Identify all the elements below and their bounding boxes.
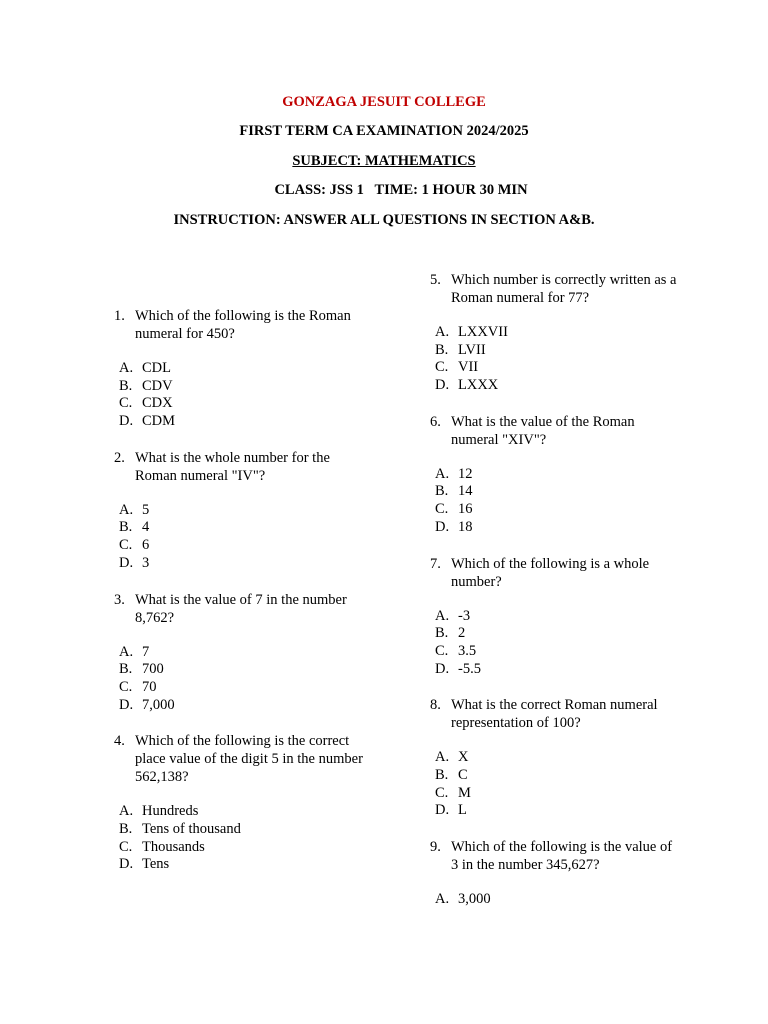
option-letter: D. — [435, 377, 450, 394]
option-letter: B. — [119, 377, 133, 394]
option-letter: D. — [119, 413, 134, 430]
option-text: L — [458, 802, 467, 819]
question-text — [114, 732, 374, 786]
option — [435, 342, 682, 360]
option — [435, 501, 682, 519]
question-1 — [114, 307, 374, 431]
option-text: 14 — [458, 483, 473, 500]
option — [435, 466, 682, 484]
question-stem: Which of the following is the value of 3 in the number 345,627? — [451, 839, 673, 873]
question-text — [430, 555, 682, 591]
option-letter: D. — [435, 660, 450, 677]
option-letter: B. — [119, 519, 133, 536]
question-text — [114, 449, 374, 485]
option-letter: A. — [119, 643, 134, 660]
option-letter: A. — [119, 803, 134, 820]
option-text: 4 — [142, 519, 150, 536]
question-number: 3. — [114, 591, 125, 608]
question-6 — [430, 413, 682, 537]
subject-line — [0, 153, 768, 170]
question-8 — [430, 696, 682, 820]
option — [119, 661, 374, 679]
question-number: 2. — [114, 449, 125, 466]
options-list — [435, 466, 682, 537]
option — [119, 803, 374, 821]
option-letter: B. — [435, 341, 449, 358]
question-number: 5. — [430, 272, 441, 288]
question-stem: Which of the following is the Roman numeral for 450? — [135, 308, 351, 342]
options-list — [119, 360, 374, 431]
question-text — [114, 307, 374, 343]
option — [119, 413, 374, 431]
option-letter: B. — [119, 661, 133, 678]
option — [119, 644, 374, 662]
option — [435, 785, 682, 803]
question-column-left — [114, 307, 374, 892]
option — [119, 519, 374, 537]
option — [435, 483, 682, 501]
option — [435, 749, 682, 767]
option-text: -5.5 — [458, 660, 481, 677]
option — [119, 679, 374, 697]
option-letter: B. — [435, 483, 449, 500]
question-number: 4. — [114, 733, 125, 750]
option-text: C — [458, 766, 468, 783]
option — [435, 359, 682, 377]
instruction-line: INSTRUCTION: ANSWER ALL QUESTIONS IN SECTION A&B. — [173, 212, 595, 228]
question-7 — [430, 555, 682, 679]
option-letter: A. — [435, 749, 450, 766]
exam-title: FIRST TERM CA EXAMINATION 2024/2025 — [239, 123, 529, 139]
question-stem: Which of the following is the correct place value of the digit 5 in the number 562,138? — [135, 733, 363, 786]
option-letter: D. — [119, 856, 134, 873]
options-list — [435, 608, 682, 679]
option-letter: C. — [119, 678, 133, 695]
option-text: Thousands — [142, 838, 205, 855]
option-text: 5 — [142, 501, 150, 518]
option-letter: B. — [435, 625, 449, 642]
question-number: 1. — [114, 308, 125, 324]
school-title: GONZAGA JESUIT COLLEGE — [282, 94, 486, 110]
option-text: 3 — [142, 554, 150, 571]
option-text: CDM — [142, 413, 176, 430]
option-letter: D. — [435, 518, 450, 535]
option — [435, 608, 682, 626]
question-text — [114, 591, 374, 627]
option-text: 16 — [458, 501, 473, 518]
options-list — [435, 891, 682, 909]
question-5 — [430, 271, 682, 395]
option — [435, 324, 682, 342]
option — [435, 767, 682, 785]
question-3 — [114, 591, 374, 715]
option-letter: B. — [119, 820, 133, 837]
option-text: CDL — [142, 360, 171, 376]
option-letter: C. — [435, 359, 449, 376]
options-list — [435, 324, 682, 395]
option-text: 700 — [142, 661, 164, 678]
option — [119, 537, 374, 555]
question-stem: What is the value of 7 in the number 8,762? — [135, 591, 347, 626]
option — [435, 891, 682, 909]
option-letter: D. — [119, 554, 134, 571]
option-text: M — [458, 784, 471, 801]
question-number: 8. — [430, 697, 441, 714]
option — [435, 661, 682, 679]
option-letter: C. — [119, 395, 133, 412]
option-text: 70 — [142, 678, 157, 695]
option-text: 3.5 — [458, 642, 477, 659]
option-letter: D. — [119, 696, 134, 713]
option-text: 7 — [142, 643, 150, 660]
option-text: X — [458, 749, 469, 766]
option-letter: A. — [435, 465, 450, 482]
question-text — [430, 271, 682, 307]
question-stem: Which of the following is a whole number? — [451, 555, 650, 590]
option — [435, 377, 682, 395]
option — [435, 519, 682, 537]
option-letter: B. — [435, 766, 449, 783]
option-text: CDV — [142, 377, 173, 394]
option-letter: C. — [119, 838, 133, 855]
question-text — [430, 413, 682, 449]
option-text: LXXX — [458, 377, 499, 394]
option — [119, 360, 374, 378]
option-text: CDX — [142, 395, 173, 412]
option-letter: A. — [119, 360, 134, 376]
option — [119, 821, 374, 839]
question-9 — [430, 838, 682, 909]
option-text: 2 — [458, 625, 466, 642]
option-letter: C. — [119, 537, 133, 554]
option-letter: D. — [435, 802, 450, 819]
option — [119, 697, 374, 715]
class-time-line: CLASS: JSS 1 TIME: 1 HOUR 30 MIN — [274, 182, 528, 198]
option — [435, 802, 682, 820]
option-text: LVII — [458, 341, 486, 358]
option-text: Tens — [142, 856, 170, 873]
question-text — [430, 696, 682, 732]
question-stem: Which number is correctly written as a Roman numeral for 77? — [451, 272, 677, 306]
question-2 — [114, 449, 374, 573]
option-letter: C. — [435, 784, 449, 801]
option-letter: A. — [119, 501, 134, 518]
option — [119, 378, 374, 396]
option-text: -3 — [458, 607, 471, 624]
options-list — [435, 749, 682, 820]
option — [119, 856, 374, 874]
option-text: Hundreds — [142, 803, 199, 820]
option-text: 6 — [142, 537, 150, 554]
options-list — [119, 803, 374, 874]
option — [435, 625, 682, 643]
question-stem: What is the correct Roman numeral representation of 100? — [451, 697, 658, 732]
option-text: LXXVII — [458, 324, 508, 340]
option — [119, 502, 374, 520]
option-letter: A. — [435, 891, 450, 907]
question-4 — [114, 732, 374, 874]
question-text — [430, 838, 682, 874]
question-number: 6. — [430, 413, 441, 430]
option-text: 12 — [458, 465, 473, 482]
option-text: Tens of thousand — [142, 820, 241, 837]
option-text: 18 — [458, 518, 473, 535]
question-number: 7. — [430, 555, 441, 572]
option — [119, 839, 374, 857]
option — [435, 643, 682, 661]
option-letter: A. — [435, 607, 450, 624]
options-list — [119, 502, 374, 573]
option — [119, 555, 374, 573]
subject-text: SUBJECT: MATHEMATICS — [292, 153, 476, 169]
question-number: 9. — [430, 839, 441, 855]
option-letter: C. — [435, 501, 449, 518]
option — [119, 395, 374, 413]
question-stem: What is the value of the Roman numeral "XIV"? — [451, 413, 635, 448]
option-text: VII — [458, 359, 479, 376]
option-letter: A. — [435, 324, 450, 340]
option-text: 7,000 — [142, 696, 175, 713]
options-list — [119, 644, 374, 715]
question-column-right — [430, 271, 682, 927]
option-letter: C. — [435, 642, 449, 659]
question-stem: What is the whole number for the Roman numeral "IV"? — [135, 449, 330, 484]
option-text: 3,000 — [458, 891, 491, 907]
